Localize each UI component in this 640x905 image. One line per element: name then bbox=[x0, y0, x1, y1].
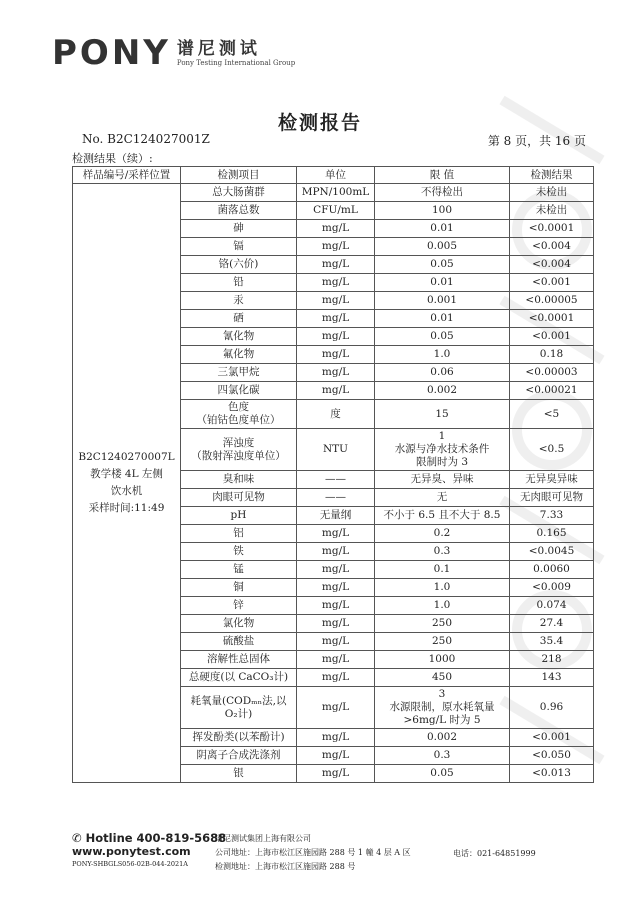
header-unit: 单位 bbox=[297, 167, 375, 184]
test-item: 铜 bbox=[181, 579, 297, 597]
turbidity-item-name: 浑浊度 bbox=[222, 436, 255, 449]
test-limit: 0.05 bbox=[375, 256, 510, 274]
test-result: <0.050 bbox=[510, 747, 594, 765]
report-number: No. B2C124027001Z bbox=[82, 132, 210, 146]
test-result: 无肉眼可见物 bbox=[510, 489, 594, 507]
test-unit: mg/L bbox=[297, 687, 375, 729]
test-item: 总大肠菌群 bbox=[181, 184, 297, 202]
table-header-row bbox=[73, 167, 594, 184]
test-result: <0.001 bbox=[510, 328, 594, 346]
sample-location: 教学楼 4L 左侧 bbox=[90, 468, 163, 480]
test-item: 氯化物 bbox=[181, 615, 297, 633]
test-unit: mg/L bbox=[297, 543, 375, 561]
test-unit: mg/L bbox=[297, 615, 375, 633]
page-indicator: 第 8 页，共 16 页 bbox=[487, 134, 586, 148]
footer-contact bbox=[72, 831, 226, 869]
test-item: 锌 bbox=[181, 597, 297, 615]
test-limit: 1.0 bbox=[375, 597, 510, 615]
test-result: 0.0060 bbox=[510, 561, 594, 579]
test-item: 菌落总数 bbox=[181, 202, 297, 220]
test-item: 臭和味 bbox=[181, 471, 297, 489]
cod-item-name-2: O₂计) bbox=[224, 707, 253, 720]
test-result: <0.001 bbox=[510, 729, 594, 747]
sample-cell bbox=[73, 184, 181, 783]
test-limit: 0.1 bbox=[375, 561, 510, 579]
test-limit: 0.05 bbox=[375, 328, 510, 346]
test-result: <0.5 bbox=[510, 429, 594, 471]
test-result: 143 bbox=[510, 669, 594, 687]
test-result: 35.4 bbox=[510, 633, 594, 651]
test-unit: mg/L bbox=[297, 597, 375, 615]
test-unit: mg/L bbox=[297, 579, 375, 597]
test-result: <0.00021 bbox=[510, 382, 594, 400]
footer-address bbox=[215, 832, 411, 874]
test-unit: mg/L bbox=[297, 729, 375, 747]
test-unit: 无量纲 bbox=[297, 507, 375, 525]
test-item: 硫酸盐 bbox=[181, 633, 297, 651]
test-item: 氰化物 bbox=[181, 328, 297, 346]
test-limit: 0.06 bbox=[375, 364, 510, 382]
test-unit: mg/L bbox=[297, 747, 375, 765]
test-limit: 0.01 bbox=[375, 220, 510, 238]
footer-telephone: 电话：021-64851999 bbox=[453, 849, 536, 858]
test-item: 挥发酚类(以苯酚计) bbox=[181, 729, 297, 747]
header-limit: 限 值 bbox=[375, 167, 510, 184]
test-item: 阴离子合成洗涤剂 bbox=[181, 747, 297, 765]
test-result: <0.0001 bbox=[510, 310, 594, 328]
test-limit: 无异臭、异味 bbox=[375, 471, 510, 489]
test-unit: mg/L bbox=[297, 346, 375, 364]
test-item: 铁 bbox=[181, 543, 297, 561]
header-result: 检测结果 bbox=[510, 167, 594, 184]
test-result: <0.00003 bbox=[510, 364, 594, 382]
test-limit: 0.005 bbox=[375, 238, 510, 256]
test-unit: —— bbox=[297, 471, 375, 489]
logo-english-name: Pony Testing International Group bbox=[176, 58, 296, 67]
turbidity-limit-value: 1 bbox=[438, 430, 446, 442]
cod-limit-note: 水源限制，原水耗氧量 bbox=[389, 701, 495, 713]
test-result: 未检出 bbox=[510, 184, 594, 202]
test-result: 0.165 bbox=[510, 525, 594, 543]
test-unit: mg/L bbox=[297, 274, 375, 292]
test-limit: 0.002 bbox=[375, 382, 510, 400]
test-unit: mg/L bbox=[297, 525, 375, 543]
test-limit: 0.2 bbox=[375, 525, 510, 543]
test-unit: mg/L bbox=[297, 382, 375, 400]
test-unit: NTU bbox=[297, 429, 375, 471]
test-limit: 0.01 bbox=[375, 310, 510, 328]
logo-chinese-name: 谱尼测试 bbox=[176, 38, 261, 59]
test-item: 氟化物 bbox=[181, 346, 297, 364]
test-item: 肉眼可见物 bbox=[181, 489, 297, 507]
cod-limit-value: 3 bbox=[438, 688, 446, 700]
company-logo bbox=[52, 33, 296, 73]
test-result: <5 bbox=[510, 400, 594, 429]
logo-wordmark: PONY bbox=[52, 33, 171, 73]
turbidity-limit-note-2: 限制时为 3 bbox=[415, 456, 469, 468]
test-result: <0.0045 bbox=[510, 543, 594, 561]
test-limit: 250 bbox=[375, 615, 510, 633]
test-item: 银 bbox=[181, 765, 297, 783]
test-unit: mg/L bbox=[297, 651, 375, 669]
test-item: 四氯化碳 bbox=[181, 382, 297, 400]
test-unit: —— bbox=[297, 489, 375, 507]
test-result: <0.001 bbox=[510, 274, 594, 292]
test-result: 无异臭异味 bbox=[510, 471, 594, 489]
phone-icon: ✆ bbox=[72, 831, 82, 845]
test-item: 硒 bbox=[181, 310, 297, 328]
turbidity-limit-note: 水源与净水技术条件 bbox=[394, 443, 490, 455]
sample-id: B2C1240270007L bbox=[78, 451, 175, 463]
test-unit: mg/L bbox=[297, 765, 375, 783]
header-item: 检测项目 bbox=[181, 167, 297, 184]
test-result: 未检出 bbox=[510, 202, 594, 220]
test-result: <0.009 bbox=[510, 579, 594, 597]
test-unit: MPN/100mL bbox=[297, 184, 375, 202]
test-limit: 1.0 bbox=[375, 579, 510, 597]
test-result: <0.004 bbox=[510, 256, 594, 274]
sample-location-detail: 饮水机 bbox=[110, 485, 143, 497]
test-limit: 0.3 bbox=[375, 543, 510, 561]
test-result: <0.0001 bbox=[510, 220, 594, 238]
test-result: 0.074 bbox=[510, 597, 594, 615]
turbidity-item-unit-note: （散射浑浊度单位） bbox=[191, 449, 286, 462]
test-limit: 0.002 bbox=[375, 729, 510, 747]
test-result: 7.33 bbox=[510, 507, 594, 525]
test-unit: mg/L bbox=[297, 220, 375, 238]
test-limit: 不小于 6.5 且不大于 8.5 bbox=[375, 507, 510, 525]
report-title: 检测报告 bbox=[277, 112, 362, 134]
test-item: 砷 bbox=[181, 220, 297, 238]
test-result: <0.013 bbox=[510, 765, 594, 783]
test-item: 汞 bbox=[181, 292, 297, 310]
test-limit: 0.01 bbox=[375, 274, 510, 292]
test-result: 0.96 bbox=[510, 687, 594, 729]
test-limit bbox=[375, 429, 510, 471]
website-link[interactable]: www.ponytest.com bbox=[72, 845, 191, 858]
test-unit: mg/L bbox=[297, 633, 375, 651]
test-unit: mg/L bbox=[297, 328, 375, 346]
test-result: 218 bbox=[510, 651, 594, 669]
test-limit: 0.05 bbox=[375, 765, 510, 783]
test-limit: 15 bbox=[375, 400, 510, 429]
hotline-number: Hotline 400-819-5688 bbox=[85, 831, 227, 845]
hotline-text bbox=[72, 831, 226, 845]
table-row bbox=[73, 184, 594, 202]
test-limit: 0.001 bbox=[375, 292, 510, 310]
test-item bbox=[181, 429, 297, 471]
test-unit: 度 bbox=[297, 400, 375, 429]
test-limit: 100 bbox=[375, 202, 510, 220]
test-unit: mg/L bbox=[297, 292, 375, 310]
test-limit: 450 bbox=[375, 669, 510, 687]
test-item: 铝 bbox=[181, 525, 297, 543]
cod-limit-note-2: >6mg/L 时为 5 bbox=[403, 714, 481, 726]
results-table bbox=[72, 166, 594, 783]
test-limit: 1.0 bbox=[375, 346, 510, 364]
test-item: 铬(六价) bbox=[181, 256, 297, 274]
test-item: 锰 bbox=[181, 561, 297, 579]
test-result: 0.18 bbox=[510, 346, 594, 364]
test-item bbox=[181, 400, 297, 429]
test-limit: 不得检出 bbox=[375, 184, 510, 202]
test-unit: mg/L bbox=[297, 310, 375, 328]
test-limit bbox=[375, 687, 510, 729]
test-limit: 250 bbox=[375, 633, 510, 651]
test-item: 铅 bbox=[181, 274, 297, 292]
test-result: 27.4 bbox=[510, 615, 594, 633]
test-address: 检测地址：上海市松江区施园路 288 号 bbox=[215, 862, 356, 871]
cod-item-name: 耗氧量(CODₘₙ法,以 bbox=[190, 694, 287, 707]
company-name: 谱尼测试集团上海有限公司 bbox=[215, 834, 311, 843]
test-unit: mg/L bbox=[297, 364, 375, 382]
company-address: 公司地址：上海市松江区施园路 288 号 1 幢 4 层 A 区 bbox=[215, 848, 411, 857]
test-item: 镉 bbox=[181, 238, 297, 256]
test-unit: mg/L bbox=[297, 256, 375, 274]
test-unit: mg/L bbox=[297, 561, 375, 579]
continued-label: 检测结果（续）: bbox=[72, 152, 153, 165]
test-unit: mg/L bbox=[297, 238, 375, 256]
test-limit: 1000 bbox=[375, 651, 510, 669]
sample-time: 采样时间:11:49 bbox=[88, 502, 165, 514]
test-item: 溶解性总固体 bbox=[181, 651, 297, 669]
test-unit: CFU/mL bbox=[297, 202, 375, 220]
test-item: pH bbox=[181, 507, 297, 525]
test-result: <0.004 bbox=[510, 238, 594, 256]
color-item-name: 色度 bbox=[228, 401, 249, 413]
test-item bbox=[181, 687, 297, 729]
color-item-unit-note: （铂钴色度单位） bbox=[196, 414, 281, 426]
document-number: PONY-SHBGLS056-02B-044-2021A bbox=[72, 860, 188, 868]
test-item: 三氯甲烷 bbox=[181, 364, 297, 382]
header-sample: 样品编号/采样位置 bbox=[73, 167, 181, 184]
test-limit: 0.3 bbox=[375, 747, 510, 765]
test-unit: mg/L bbox=[297, 669, 375, 687]
test-result: <0.00005 bbox=[510, 292, 594, 310]
test-limit: 无 bbox=[375, 489, 510, 507]
test-item: 总硬度(以 CaCO₃计) bbox=[181, 669, 297, 687]
